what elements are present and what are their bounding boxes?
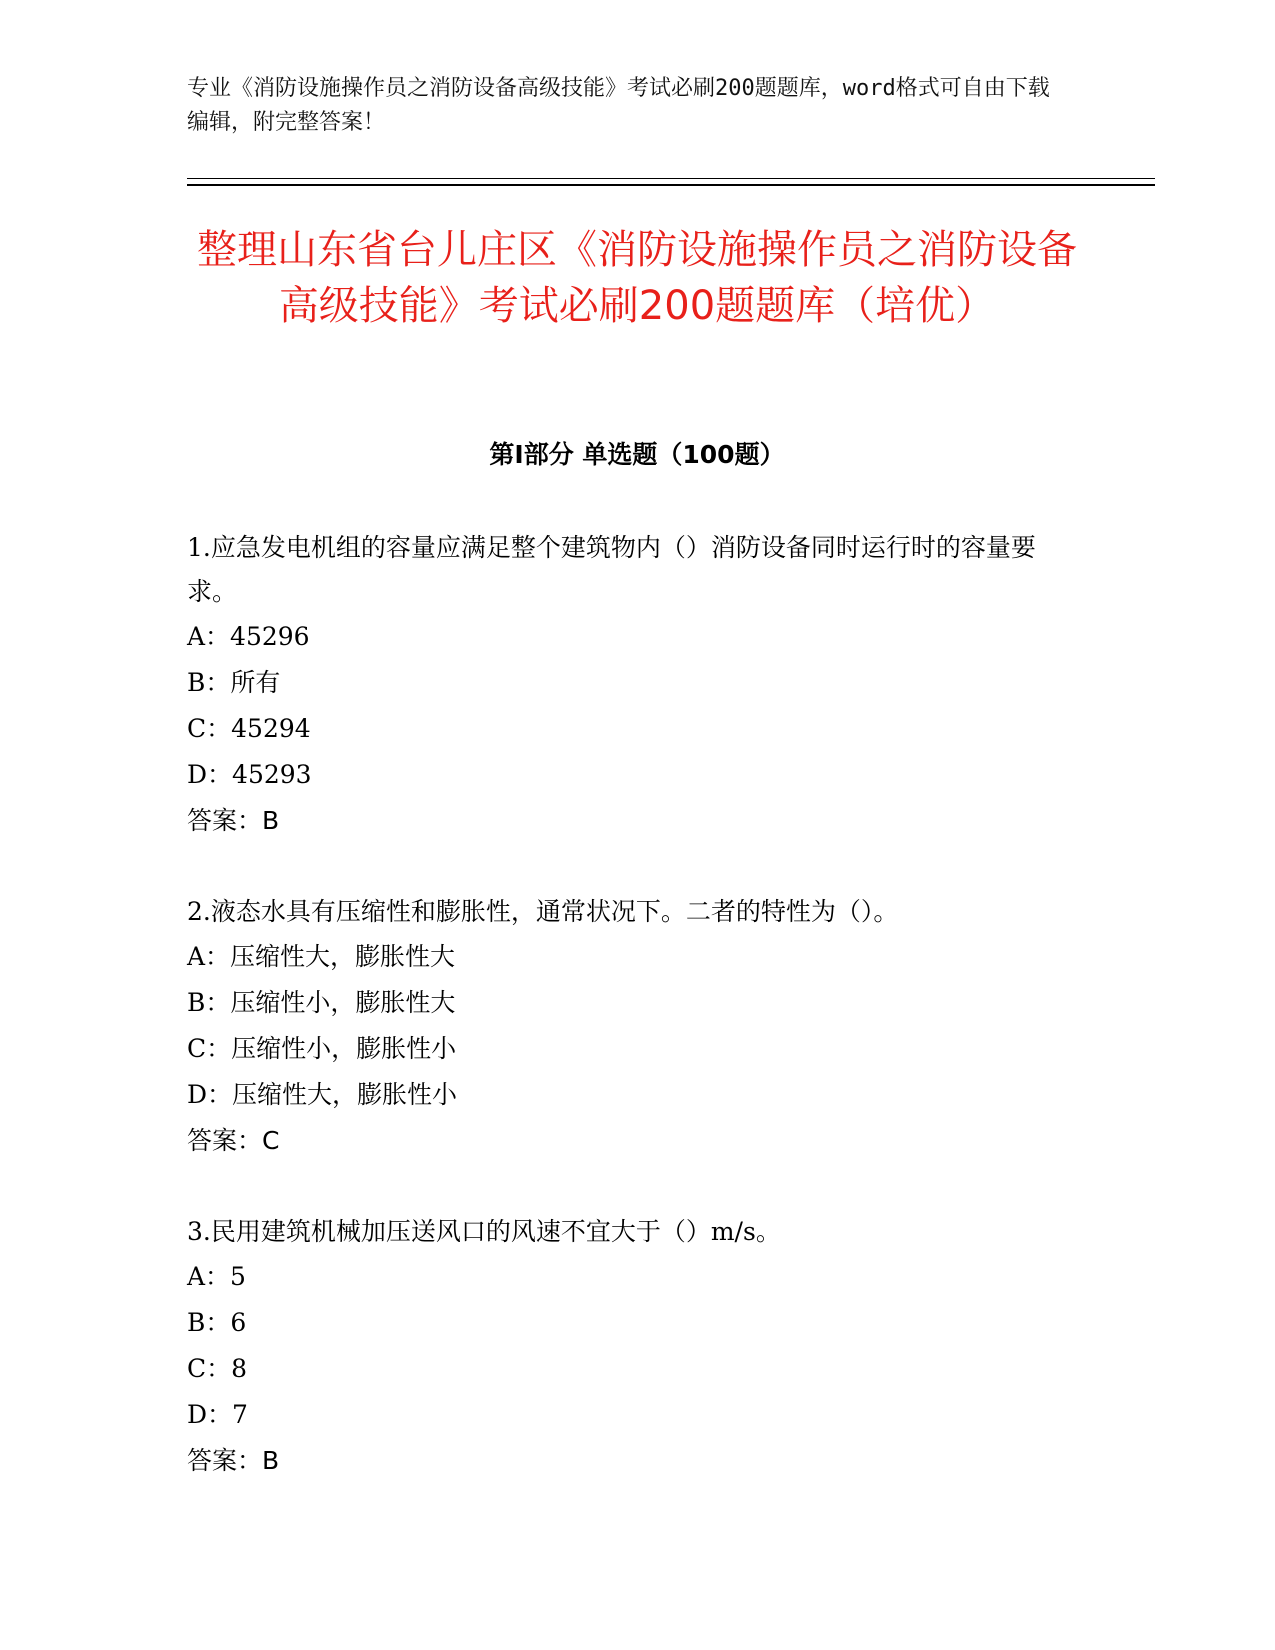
option-b: B：压缩性小，膨胀性大 <box>187 988 456 1017</box>
question-list <box>187 526 1067 1530</box>
option-c: C：8 <box>187 1354 248 1383</box>
option-d: D：45293 <box>187 760 312 789</box>
answer: 答案：B <box>187 1446 280 1475</box>
header-divider-bottom <box>187 184 1155 186</box>
option-d: D：压缩性大，膨胀性小 <box>187 1080 458 1109</box>
question-stem: 1.应急发电机组的容量应满足整个建筑物内（）消防设备同时运行时的容量要求。 <box>187 533 1036 606</box>
page-title: 整理山东省台儿庄区《消防设施操作员之消防设备高级技能》考试必刷200题题库（培优） <box>197 227 1077 329</box>
option-d: D：7 <box>187 1400 248 1429</box>
option-a: A：45296 <box>187 622 310 651</box>
section-title: 第I部分 单选题（100题） <box>489 440 785 469</box>
option-a: A：压缩性大，膨胀性大 <box>187 942 456 971</box>
question-1 <box>187 526 1067 844</box>
option-c: C：压缩性小，膨胀性小 <box>187 1034 457 1063</box>
question-stem: 2.液态水具有压缩性和膨胀性，通常状况下。二者的特性为（）。 <box>187 897 899 926</box>
option-b: B：所有 <box>187 668 281 697</box>
header-divider-top <box>187 178 1155 179</box>
option-a: A：5 <box>187 1262 246 1291</box>
question-2 <box>187 890 1067 1164</box>
header-note: 专业《消防设施操作员之消防设备高级技能》考试必刷200题题库，word格式可自由下载编辑，附完整答案！ <box>187 76 1050 135</box>
option-b: B：6 <box>187 1308 247 1337</box>
answer: 答案：C <box>187 1126 280 1155</box>
question-stem: 3.民用建筑机械加压送风口的风速不宜大于（）m/s。 <box>187 1217 781 1246</box>
question-3 <box>187 1210 1067 1484</box>
answer: 答案：B <box>187 806 280 835</box>
option-c: C：45294 <box>187 714 311 743</box>
